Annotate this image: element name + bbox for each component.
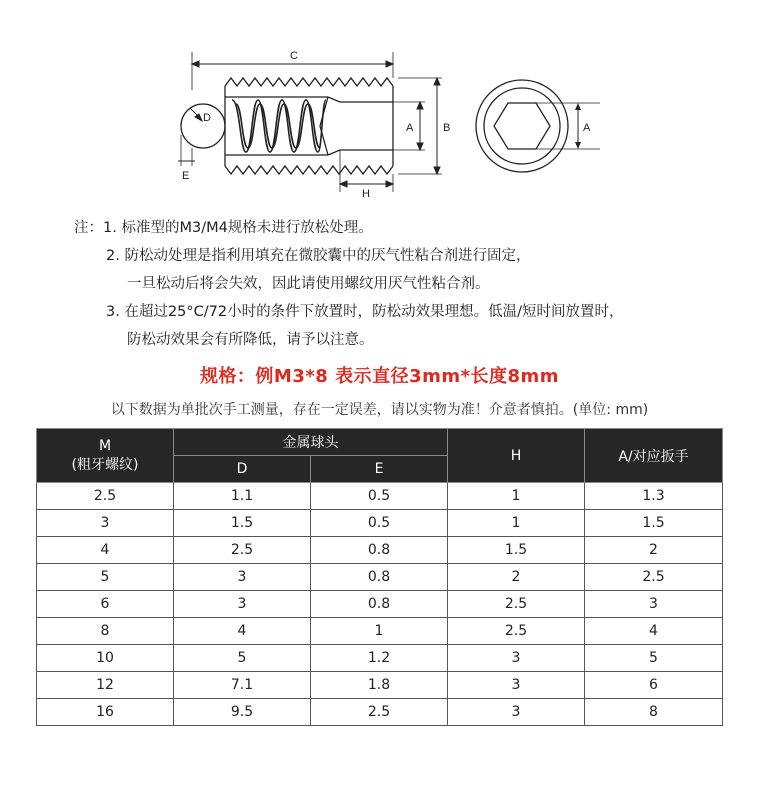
table-row — [37, 483, 723, 510]
disclaimer: 以下数据为单批次手工测量，存在一定误差，请以实物为准！介意者慎拍。(单位: mm) — [110, 402, 649, 418]
header-m-line2: (粗牙螺纹) — [71, 456, 139, 473]
cell-e: 0.8 — [311, 591, 448, 618]
ball — [181, 104, 225, 148]
table-row — [37, 672, 723, 699]
note-1-text: 标准型的M3/M4规格未进行放松处理。 — [121, 220, 373, 236]
cell-h: 3 — [448, 672, 585, 699]
table-row — [37, 591, 723, 618]
note-1-prefix: 注：1. — [74, 220, 117, 236]
cell-a: 2.5 — [585, 564, 723, 591]
label-d: D — [203, 112, 211, 124]
header-m-line1: M — [98, 437, 112, 454]
cell-a: 5 — [585, 645, 723, 672]
header-m — [37, 429, 174, 483]
cell-e: 1.2 — [311, 645, 448, 672]
cell-e: 2.5 — [311, 699, 448, 726]
cell-h: 1 — [448, 510, 585, 537]
cell-d: 5 — [174, 645, 311, 672]
note-2-num: 2. — [106, 248, 120, 264]
cell-d: 2.5 — [174, 537, 311, 564]
cell-e: 0.5 — [311, 483, 448, 510]
dimensions — [178, 52, 442, 192]
table-row — [37, 699, 723, 726]
bottom-thread — [225, 166, 393, 174]
table-row — [37, 618, 723, 645]
hex-socket-end — [494, 103, 550, 149]
cell-e: 1 — [311, 618, 448, 645]
cell-m: 8 — [37, 618, 174, 645]
note-3-text: 在超过25°C/72小时的条件下放置时，防松动效果理想。低温/短时间放置时， — [124, 304, 624, 320]
cell-d: 7.1 — [174, 672, 311, 699]
cell-m: 10 — [37, 645, 174, 672]
cell-e: 1.8 — [311, 672, 448, 699]
cell-h: 2 — [448, 564, 585, 591]
header-h: H — [448, 429, 585, 483]
cell-e: 0.8 — [311, 564, 448, 591]
table-row — [37, 537, 723, 564]
header-ball-group: 金属球头 — [174, 429, 448, 456]
side-view — [181, 78, 393, 174]
table-row — [37, 645, 723, 672]
cell-e: 0.8 — [311, 537, 448, 564]
table-body — [37, 483, 723, 726]
cell-d: 1.1 — [174, 483, 311, 510]
cell-d: 9.5 — [174, 699, 311, 726]
technical-drawing — [0, 0, 759, 210]
note-3-num: 3. — [106, 304, 120, 320]
label-h: H — [362, 188, 370, 200]
top-thread — [225, 78, 393, 86]
table-row — [37, 510, 723, 537]
cell-a: 6 — [585, 672, 723, 699]
label-b: B — [443, 122, 451, 134]
note-3 — [106, 298, 624, 326]
header-d: D — [174, 456, 311, 483]
cell-m: 12 — [37, 672, 174, 699]
spec-table — [36, 428, 723, 726]
cell-h: 1.5 — [448, 537, 585, 564]
note-3-cont: 防松动效果会有所降低，请予以注意。 — [127, 332, 374, 348]
cell-h: 2.5 — [448, 618, 585, 645]
header-e: E — [311, 456, 448, 483]
note-2-text: 防松动处理是指利用填充在微胶囊中的厌气性粘合剂进行固定， — [124, 248, 531, 264]
cell-a: 1.5 — [585, 510, 723, 537]
end-view — [476, 80, 600, 172]
spec-line: 规格：例M3*8 表示直径3mm*长度8mm — [199, 366, 560, 387]
cell-a: 2 — [585, 537, 723, 564]
cell-m: 3 — [37, 510, 174, 537]
cell-h: 1 — [448, 483, 585, 510]
cell-m: 5 — [37, 564, 174, 591]
cell-m: 4 — [37, 537, 174, 564]
cell-d: 3 — [174, 564, 311, 591]
cell-e: 0.5 — [311, 510, 448, 537]
cell-a: 8 — [585, 699, 723, 726]
cell-d: 4 — [174, 618, 311, 645]
cell-h: 3 — [448, 645, 585, 672]
label-a-end: A — [583, 122, 591, 134]
note-2-cont: 一旦松动后将会失效，因此请使用螺纹用厌气性粘合剂。 — [127, 276, 490, 292]
note-1 — [74, 214, 373, 242]
cell-d: 3 — [174, 591, 311, 618]
cell-a: 4 — [585, 618, 723, 645]
cell-m: 2.5 — [37, 483, 174, 510]
cell-a: 3 — [585, 591, 723, 618]
cell-d: 1.5 — [174, 510, 311, 537]
cell-h: 3 — [448, 699, 585, 726]
label-c: C — [290, 50, 298, 62]
cell-m: 6 — [37, 591, 174, 618]
cell-m: 16 — [37, 699, 174, 726]
cell-h: 2.5 — [448, 591, 585, 618]
label-a: A — [406, 122, 414, 134]
hex-socket — [320, 97, 393, 155]
label-e: E — [182, 170, 190, 182]
note-2 — [106, 242, 530, 270]
cell-a: 1.3 — [585, 483, 723, 510]
table-row — [37, 564, 723, 591]
header-a: A/对应扳手 — [585, 429, 723, 483]
